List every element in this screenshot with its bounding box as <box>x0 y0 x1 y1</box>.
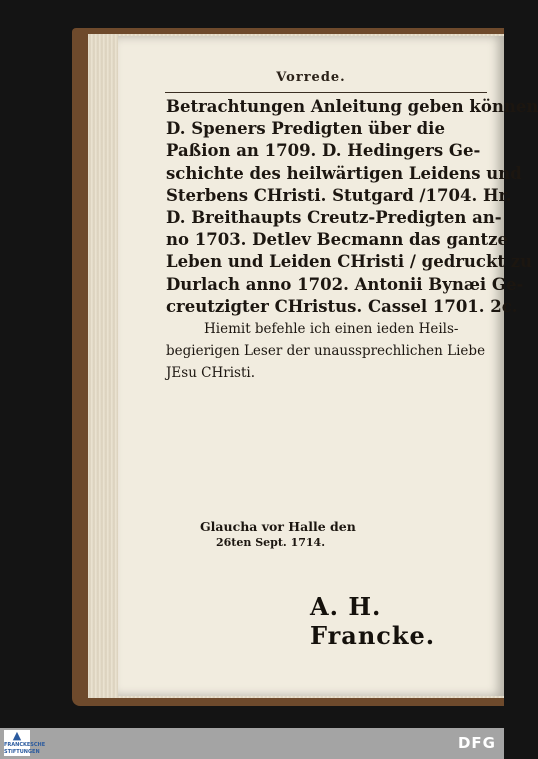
text-line: JEsu CHristi. <box>166 365 256 382</box>
text-line: D. Speners Predigten über die <box>166 119 445 139</box>
text-line: no 1703. Detlev Becmann das gantze <box>166 230 509 250</box>
date-line: 26ten Sept. 1714. <box>216 536 326 549</box>
header-rule <box>165 92 487 93</box>
logo-text: FRANCKESCHE STIFTUNGEN <box>4 742 46 755</box>
logo-mark-icon: ▲ <box>12 729 22 742</box>
text-line: Sterbens CHristi. Stutgard /1704. Hr. <box>166 185 512 205</box>
text-line: schichte des heilwärtigen Leidens und <box>166 163 522 183</box>
place-date <box>200 519 356 551</box>
text-line: Hiemit befehle ich einen ieden Heils- <box>204 321 459 338</box>
text-line: D. Breithaupts Creutz-Predigten an- <box>166 208 502 228</box>
signature: A. H. Francke. <box>310 592 436 650</box>
page-header: Vorrede. <box>276 70 346 85</box>
dfg-logo[interactable]: DFG <box>457 734 496 752</box>
text-line: Leben und Leiden CHristi / gedruckt zu <box>166 252 533 272</box>
text-line: Durlach anno 1702. Antonii Bynæi Ge- <box>166 274 524 294</box>
place-line: Glaucha vor Halle den <box>200 519 356 534</box>
body-text <box>166 96 538 385</box>
text-line: Paßion an 1709. D. Hedingers Ge- <box>166 141 481 161</box>
text-line: Betrachtungen Anleitung geben können <box>166 97 538 116</box>
text-line: begierigen Leser der unaussprechlichen Liebe <box>166 343 486 360</box>
text-line: creutzigter CHristus. Cassel 1701. 2c. <box>166 296 518 316</box>
franckesche-stiftungen-logo[interactable] <box>4 729 46 756</box>
viewer-footer <box>0 728 504 759</box>
